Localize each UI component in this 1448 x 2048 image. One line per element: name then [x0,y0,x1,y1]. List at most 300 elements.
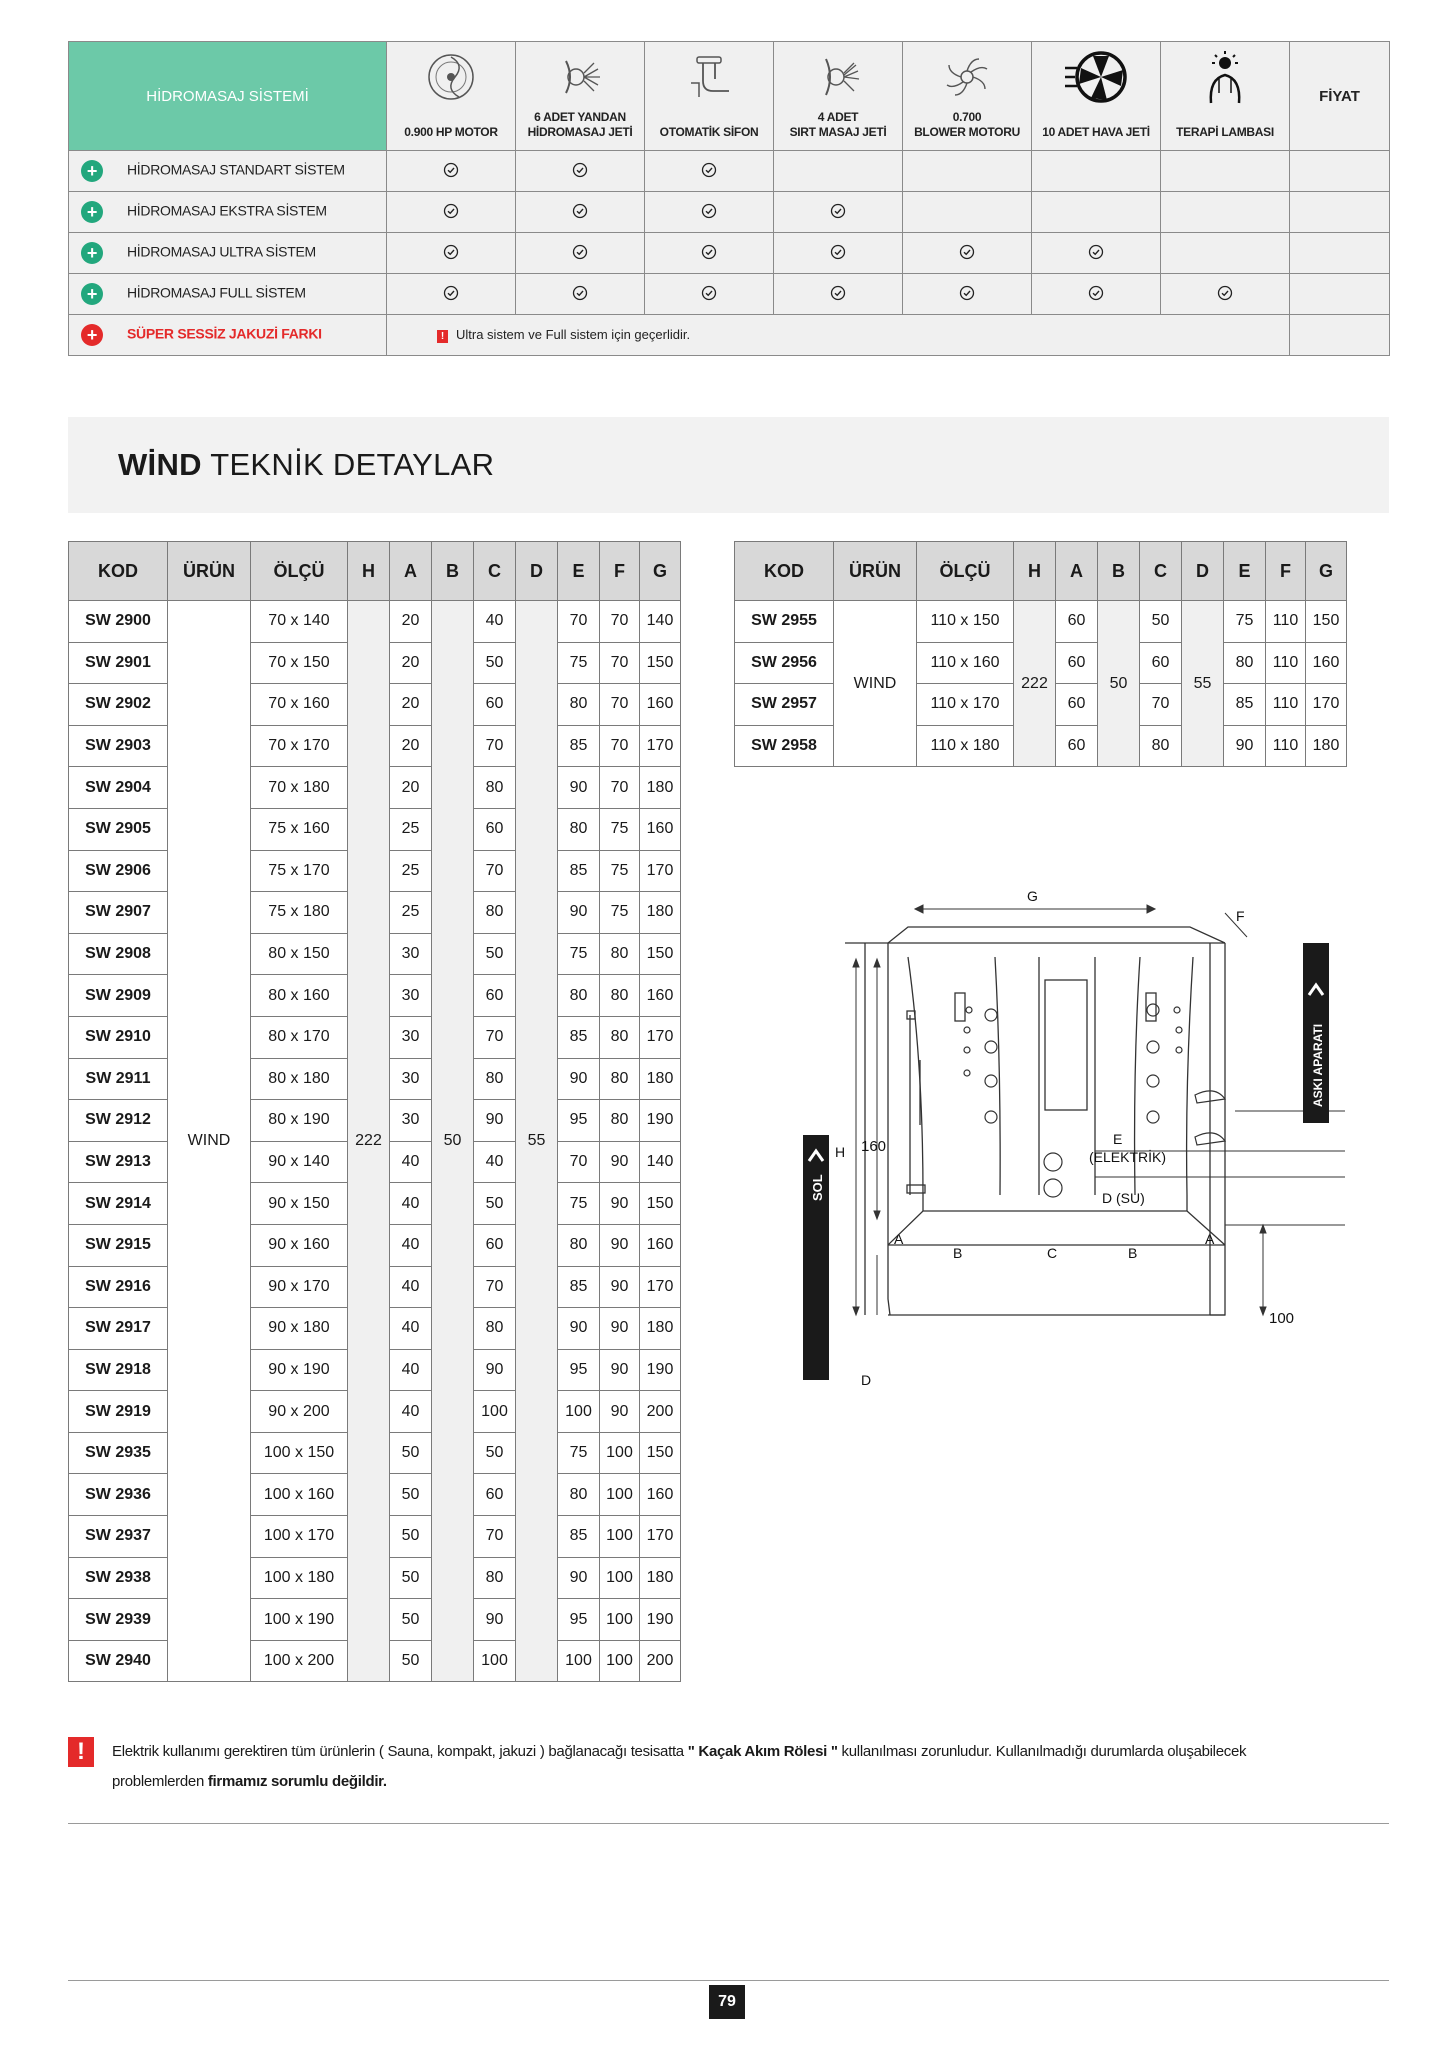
table-cell: 85 [558,1016,600,1058]
table-cell: SW 2939 [69,1599,168,1641]
table-cell: 60 [1056,684,1098,726]
table-cell: 70 [474,1016,516,1058]
feature-label: OTOMATİK SİFON [659,125,759,139]
price-cell [1290,151,1390,192]
table-cell: 20 [390,642,432,684]
divider [68,1823,1389,1824]
table-cell: 50 [1140,601,1182,643]
table-cell: 20 [390,601,432,643]
table-cell: 40 [474,1141,516,1183]
column-header: F [1266,542,1306,601]
check-icon [701,203,717,219]
table-row [735,601,1347,643]
siphon-icon [645,44,773,110]
table-cell: 90 x 160 [251,1224,348,1266]
feature-check-cell [774,192,903,233]
table-cell: 190 [640,1349,681,1391]
table-cell: 80 [558,975,600,1017]
feature-check-cell [774,151,903,192]
table-cell: SW 2956 [735,642,834,684]
system-name-cell [69,151,387,192]
feature-check-cell [774,274,903,315]
table-cell: 170 [640,1016,681,1058]
dimension-table-right [734,541,1347,767]
system-name-cell [69,233,387,274]
table-cell: 150 [640,1183,681,1225]
feature-label: 0.700 [952,110,982,124]
price-cell [1290,233,1390,274]
table-cell: 50 [390,1516,432,1558]
table-cell: 100 [600,1516,640,1558]
table-cell: 110 [1266,601,1306,643]
table-cell: 90 [558,1058,600,1100]
dimension-table-left [68,541,681,1682]
notice-part: kullanılması zorunludur. Kullanılmadığı durumlarda oluşabilecek problemlerden [112,1743,1247,1790]
table-cell: 110 x 150 [917,601,1014,643]
table-cell: 60 [474,684,516,726]
check-icon [701,285,717,301]
feature-check-cell [1161,233,1290,274]
table-cell: 90 x 180 [251,1308,348,1350]
check-icon [1088,244,1104,260]
system-row [69,274,1390,315]
table-cell: 180 [640,767,681,809]
table-cell: SW 2907 [69,892,168,934]
table-cell: 80 [474,1557,516,1599]
table-cell: 80 [558,684,600,726]
table-cell: 70 x 170 [251,725,348,767]
table-cell: 90 [600,1266,640,1308]
table-cell: 80 [600,1100,640,1142]
check-icon [572,285,588,301]
warning-icon: ! [437,330,448,343]
table-cell: SW 2937 [69,1516,168,1558]
table-cell: 70 [474,725,516,767]
section-title [118,447,494,483]
plus-icon: + [81,242,103,264]
feature-check-cell [1161,274,1290,315]
divider [68,1980,1389,1981]
table-cell: SW 2917 [69,1308,168,1350]
table-cell: 85 [558,725,600,767]
d-cell: 55 [516,601,558,1682]
table-cell: 80 [474,767,516,809]
column-header: ÜRÜN [834,542,917,601]
table-cell: 90 [558,767,600,809]
table-cell: 75 [558,642,600,684]
table-cell: SW 2902 [69,684,168,726]
table-cell: 30 [390,975,432,1017]
table-cell: 170 [640,1266,681,1308]
plus-icon: + [81,283,103,305]
feature-check-cell [1161,192,1290,233]
table-cell: 60 [1056,725,1098,767]
warning-icon: ! [68,1737,94,1767]
price-cell [1290,274,1390,315]
hydro-title: HİDROMASAJ SİSTEMİ [69,42,387,151]
side-jet-icon [516,44,644,110]
feature-check-cell [645,233,774,274]
column-header: B [432,542,474,601]
sol-tag [803,1135,829,1380]
table-cell: 85 [558,1266,600,1308]
table-cell: 70 [600,601,640,643]
table-cell: 70 [600,725,640,767]
price-cell [1290,315,1390,356]
column-header: D [516,542,558,601]
table-cell: 100 [474,1391,516,1433]
table-cell: 90 [474,1349,516,1391]
table-cell: 90 [474,1599,516,1641]
feature-check-cell [516,192,645,233]
table-cell: SW 2940 [69,1640,168,1682]
table-cell: 90 [558,892,600,934]
hydro-header-row [69,42,1390,151]
feature-check-cell [645,151,774,192]
table-cell: SW 2905 [69,808,168,850]
system-name-cell [69,274,387,315]
table-cell: SW 2901 [69,642,168,684]
table-cell: 110 [1266,725,1306,767]
column-header: F [600,542,640,601]
label-elektrik: (ELEKTRİK) [1089,1149,1167,1165]
table-cell: 70 [600,642,640,684]
column-header: C [474,542,516,601]
table-cell: 30 [390,933,432,975]
table-cell: 180 [640,1557,681,1599]
feature-check-cell [516,274,645,315]
column-header: E [558,542,600,601]
page-number: 79 [709,1985,745,2019]
table-cell: 70 [600,684,640,726]
feature-check-cell [645,274,774,315]
table-cell: 100 x 150 [251,1432,348,1474]
table-cell: 180 [640,1308,681,1350]
table-cell: 100 [558,1640,600,1682]
h-cell: 222 [1014,601,1056,767]
table-cell: 40 [390,1224,432,1266]
column-header: C [1140,542,1182,601]
column-header: ÜRÜN [168,542,251,601]
table-cell: SW 2958 [735,725,834,767]
table-cell: 40 [390,1183,432,1225]
column-header: H [1014,542,1056,601]
table-cell: 70 x 150 [251,642,348,684]
column-header: B [1098,542,1140,601]
table-cell: 70 [1140,684,1182,726]
aski-aparati-label: ASKI APARATI [1311,1023,1325,1107]
feature-check-cell [1161,151,1290,192]
feature-label: 10 ADET HAVA JETİ [1042,125,1150,139]
table-cell: 160 [1306,642,1347,684]
sol-label: SOL [810,1174,825,1201]
product-cell: WIND [168,601,251,1682]
feature-check-cell [903,274,1032,315]
table-cell: 90 x 170 [251,1266,348,1308]
table-cell: 75 [1224,601,1266,643]
table-cell: SW 2915 [69,1224,168,1266]
table-cell: 80 x 170 [251,1016,348,1058]
h-cell: 222 [348,601,390,1682]
table-cell: 80 [1224,642,1266,684]
table-cell: 95 [558,1599,600,1641]
check-icon [959,244,975,260]
dim-label-b-left: B [953,1245,963,1261]
b-cell: 50 [432,601,474,1682]
table-cell: SW 2914 [69,1183,168,1225]
dimension-header-row [735,542,1347,601]
table-cell: 150 [640,1432,681,1474]
table-cell: 60 [474,975,516,1017]
table-cell: 110 x 160 [917,642,1014,684]
table-cell: 50 [474,1432,516,1474]
table-cell: 100 x 200 [251,1640,348,1682]
table-cell: 100 [600,1432,640,1474]
table-cell: 140 [640,601,681,643]
check-icon [1088,285,1104,301]
table-cell: 170 [640,850,681,892]
table-cell: 50 [390,1599,432,1641]
table-cell: 100 [600,1640,640,1682]
check-icon [701,162,717,178]
table-cell: 100 [600,1557,640,1599]
feature-check-cell [1032,151,1161,192]
table-cell: 90 [474,1100,516,1142]
column-header: A [1056,542,1098,601]
dim-label-g: G [1027,888,1038,904]
feature-check-cell [903,233,1032,274]
table-cell: 20 [390,684,432,726]
check-icon [830,244,846,260]
check-icon [443,203,459,219]
check-icon [443,244,459,260]
table-cell: SW 2904 [69,767,168,809]
table-cell: 25 [390,892,432,934]
table-cell: 60 [1056,642,1098,684]
table-cell: 75 x 160 [251,808,348,850]
table-cell: 70 x 180 [251,767,348,809]
system-row [69,192,1390,233]
section-header [68,417,1389,513]
table-cell: 160 [640,684,681,726]
table-cell: 100 x 160 [251,1474,348,1516]
table-cell: 60 [1056,601,1098,643]
table-cell: 70 [474,1516,516,1558]
table-cell: 110 x 180 [917,725,1014,767]
product-cell: WIND [834,601,917,767]
table-cell: 150 [640,642,681,684]
table-cell: SW 2957 [735,684,834,726]
table-cell: SW 2906 [69,850,168,892]
aski-aparati-tag [1303,943,1329,1123]
column-header: G [1306,542,1347,601]
feature-label: SIRT MASAJ JETİ [789,125,887,139]
feature-check-cell [1032,192,1161,233]
table-cell: 180 [640,1058,681,1100]
feature-check-cell [774,233,903,274]
column-header: H [348,542,390,601]
label-su: D (SU) [1102,1190,1145,1206]
plus-icon: + [81,201,103,223]
table-cell: 20 [390,767,432,809]
check-icon [443,285,459,301]
table-cell: 90 [600,1391,640,1433]
table-cell: SW 2919 [69,1391,168,1433]
dim-label-a-left: A [894,1231,904,1247]
feature-check-cell [1032,274,1161,315]
table-cell: 80 [474,1058,516,1100]
table-cell: 80 [600,933,640,975]
check-icon [830,203,846,219]
table-cell: SW 2918 [69,1349,168,1391]
table-cell: 100 x 170 [251,1516,348,1558]
table-cell: 85 [558,850,600,892]
table-cell: 40 [390,1141,432,1183]
dim-label-100: 100 [1269,1310,1295,1327]
table-cell: 75 [600,892,640,934]
jets [964,1004,1182,1197]
table-cell: 90 x 150 [251,1183,348,1225]
table-cell: 75 [600,808,640,850]
table-cell: SW 2900 [69,601,168,643]
table-cell: SW 2935 [69,1432,168,1474]
feature-therapy-lamp [1161,42,1290,151]
silent-label: SÜPER SESSİZ JAKUZİ FARKI [127,325,322,342]
hydromassage-table [68,41,1390,356]
feature-check-cell [387,233,516,274]
table-cell: 75 x 170 [251,850,348,892]
table-cell: 75 [600,850,640,892]
silent-note-cell [387,315,1290,356]
table-cell: 140 [640,1141,681,1183]
table-cell: 80 [558,1474,600,1516]
table-cell: 40 [390,1266,432,1308]
table-cell: SW 2911 [69,1058,168,1100]
check-icon [572,203,588,219]
table-cell: 40 [390,1391,432,1433]
feature-check-cell [903,151,1032,192]
table-cell: 70 [558,601,600,643]
table-cell: 90 x 190 [251,1349,348,1391]
table-cell: 80 [474,892,516,934]
dim-label-h: H [835,1144,846,1160]
table-cell: 85 [558,1516,600,1558]
table-cell: 75 [558,1432,600,1474]
table-row [69,601,681,643]
table-cell: SW 2938 [69,1557,168,1599]
table-cell: 50 [474,1183,516,1225]
silent-name-cell [69,315,387,356]
price-cell [1290,192,1390,233]
dim-label-f: F [1236,908,1245,924]
plus-icon: + [81,324,103,346]
feature-check-cell [516,151,645,192]
table-cell: 30 [390,1100,432,1142]
table-cell: 170 [1306,684,1347,726]
table-cell: 190 [640,1599,681,1641]
table-cell: 100 [600,1474,640,1516]
system-name: HİDROMASAJ ULTRA SİSTEM [127,243,316,260]
feature-check-cell [387,151,516,192]
feature-side-jet [516,42,645,151]
table-cell: 60 [1140,642,1182,684]
blower-icon [903,44,1031,110]
check-icon [1217,285,1233,301]
motor-icon [387,44,515,110]
table-cell: 160 [640,1224,681,1266]
system-name: HİDROMASAJ STANDART SİSTEM [127,161,345,178]
table-cell: 100 [474,1640,516,1682]
table-cell: 80 x 180 [251,1058,348,1100]
table-cell: SW 2908 [69,933,168,975]
column-header: E [1224,542,1266,601]
column-header: A [390,542,432,601]
table-cell: 50 [390,1557,432,1599]
feature-check-cell [1032,233,1161,274]
table-cell: 90 x 140 [251,1141,348,1183]
system-name: HİDROMASAJ EKSTRA SİSTEM [127,202,327,219]
table-cell: 40 [474,601,516,643]
notice-bold: " Kaçak Akım Rölesi " [687,1743,838,1760]
column-header: ÖLÇÜ [917,542,1014,601]
table-cell: SW 2912 [69,1100,168,1142]
price-header: FİYAT [1290,42,1390,151]
feature-label: 0.900 HP MOTOR [404,125,498,139]
table-cell: SW 2909 [69,975,168,1017]
column-header: KOD [735,542,834,601]
silent-note: Ultra sistem ve Full sistem için geçerlidir. [456,327,691,343]
feature-label: 4 ADET [817,110,859,124]
table-cell: 75 x 180 [251,892,348,934]
table-cell: 80 [558,1224,600,1266]
table-cell: 150 [640,933,681,975]
table-cell: 90 [1224,725,1266,767]
table-cell: 70 [474,850,516,892]
table-cell: 80 [600,1016,640,1058]
system-name-cell [69,192,387,233]
table-cell: 200 [640,1640,681,1682]
table-cell: 40 [390,1349,432,1391]
table-cell: 70 [600,767,640,809]
table-cell: SW 2913 [69,1141,168,1183]
feature-check-cell [516,233,645,274]
feature-check-cell [387,274,516,315]
feature-check-cell [903,192,1032,233]
feature-label: 6 ADET YANDAN [534,110,626,124]
table-cell: 110 [1266,642,1306,684]
table-cell: 80 x 190 [251,1100,348,1142]
notice-text [112,1737,1312,1797]
table-cell: 95 [558,1100,600,1142]
table-cell: 60 [474,1224,516,1266]
table-cell: SW 2916 [69,1266,168,1308]
check-icon [572,162,588,178]
system-row [69,151,1390,192]
feature-blower [903,42,1032,151]
table-cell: 90 [600,1141,640,1183]
feature-check-cell [387,192,516,233]
check-icon [959,285,975,301]
air-jet-icon [1032,44,1160,110]
column-header: KOD [69,542,168,601]
check-icon [830,285,846,301]
notice-part: Elektrik kullanımı gerektiren tüm ürünlerin ( Sauna, kompakt, jakuzi ) bağlanacağı tesisatta [112,1743,688,1760]
table-cell: 170 [640,1516,681,1558]
table-cell: 25 [390,808,432,850]
table-cell: 50 [474,642,516,684]
dim-label-b-right: B [1128,1245,1138,1261]
table-cell: 80 [600,975,640,1017]
